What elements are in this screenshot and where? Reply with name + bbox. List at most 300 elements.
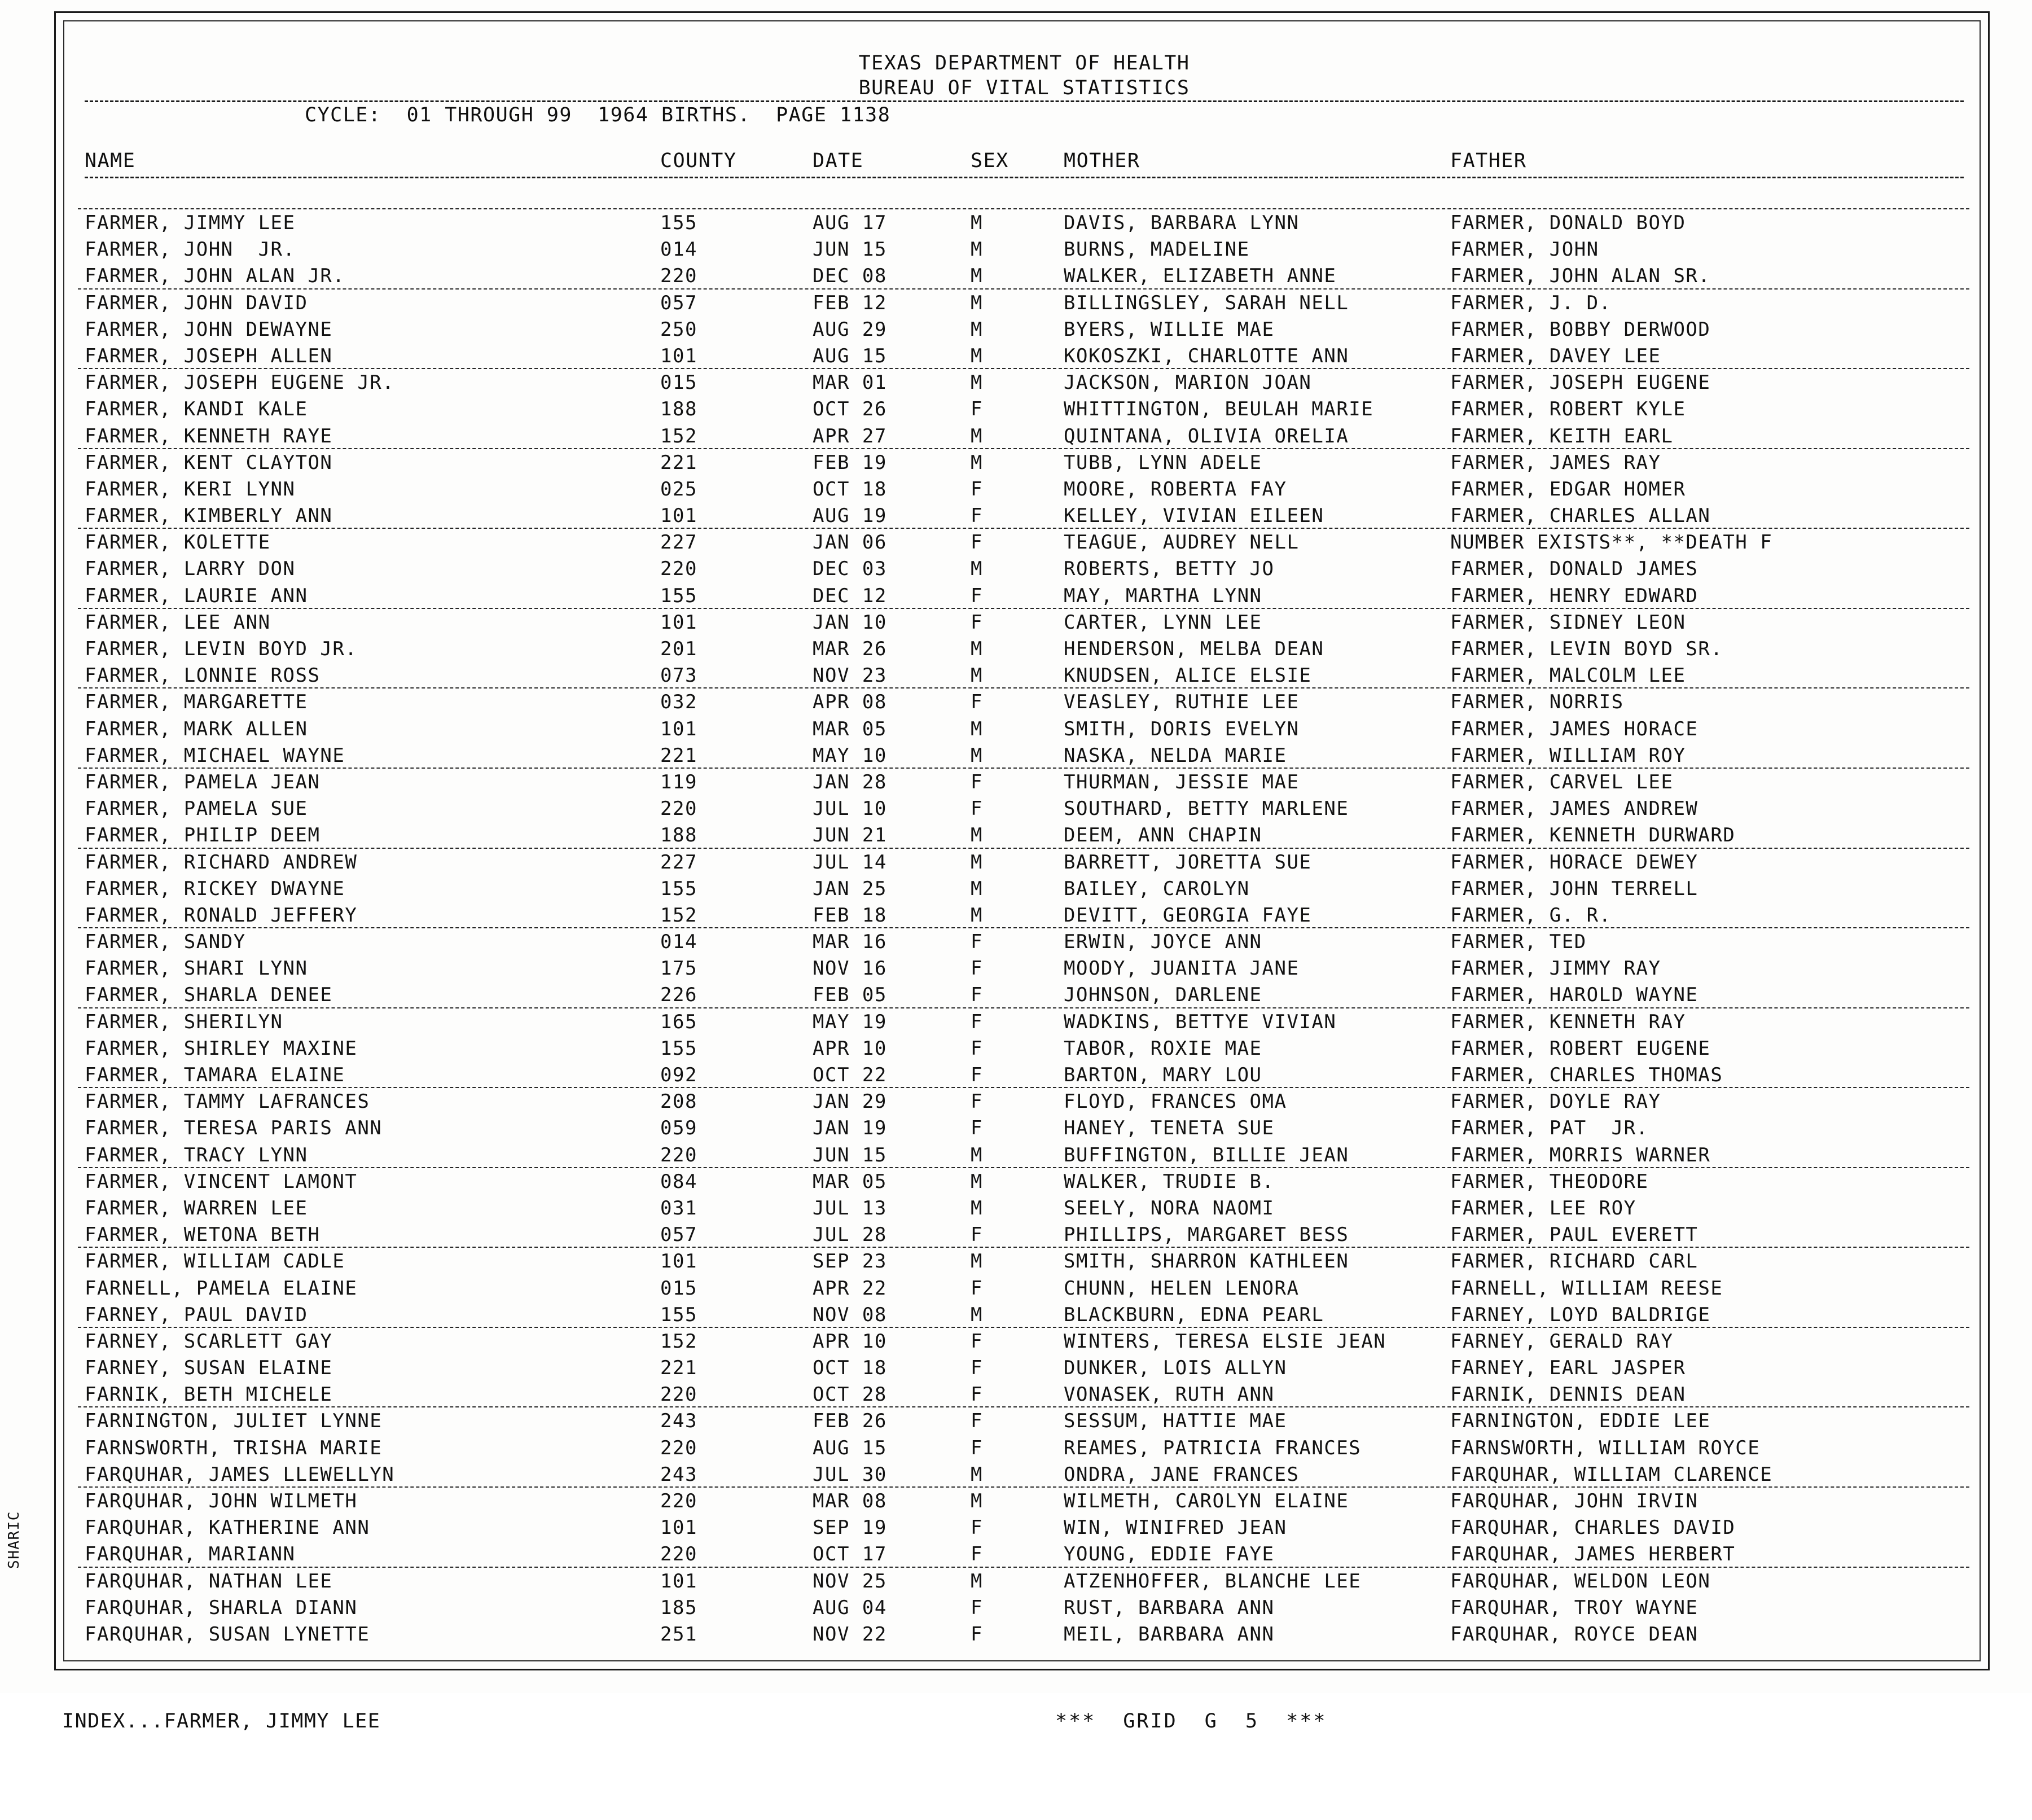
record-date: JUN 15 [813,238,887,261]
record-father: FARMER, JIMMY RAY [1450,957,1661,980]
table-row [85,1275,1964,1302]
column-header-date: DATE [813,150,864,172]
record-sex: F [971,1010,983,1033]
record-sex: F [971,477,983,501]
report-body [62,51,1964,1741]
agency-name-line: TEXAS DEPARTMENT OF HEALTH [858,52,1190,74]
record-date: AUG 19 [813,505,887,528]
record-date: JUL 13 [813,1196,887,1220]
record-name: FARNSWORTH, TRISHA MARIE [85,1436,383,1459]
record-name: FARQUHAR, JAMES LLEWELLYN [85,1463,395,1486]
column-header-sex: SEX [971,150,1009,172]
record-father: FARMER, PAT JR. [1450,1117,1649,1140]
record-mother: JACKSON, MARION JOAN [1064,371,1312,394]
record-father: FARMER, JAMES RAY [1450,451,1661,474]
table-row [85,822,1964,849]
record-name: FARMER, MICHAEL WAYNE [85,744,345,767]
record-name: FARMER, JOSEPH EUGENE JR. [85,371,395,394]
record-sex: F [971,984,983,1007]
record-date: NOV 23 [813,664,887,687]
record-name: FARMER, LAURIE ANN [85,584,308,607]
record-date: FEB 26 [813,1410,887,1433]
record-father: FARMER, DONALD BOYD [1450,212,1686,234]
record-county: 220 [660,1383,697,1406]
record-father: FARNEY, LOYD BALDRIGE [1450,1303,1711,1326]
record-name: FARMER, JOHN DAVID [85,291,308,314]
record-sex: F [971,1622,983,1646]
record-county: 220 [660,1143,697,1166]
record-father: FARMER, JAMES ANDREW [1450,797,1699,821]
table-row [85,1169,1964,1195]
record-county: 084 [660,1170,697,1193]
record-county: 188 [660,398,697,421]
record-date: JUL 30 [813,1463,887,1486]
record-mother: TEAGUE, AUDREY NELL [1064,531,1300,554]
record-county: 201 [660,638,697,660]
table-row [85,1568,1964,1595]
table-row [85,1062,1964,1089]
record-father: FARQUHAR, JAMES HERBERT [1450,1543,1736,1566]
record-county: 221 [660,451,697,474]
record-date: MAR 01 [813,371,887,394]
record-mother: BURNS, MADELINE [1064,238,1250,261]
record-name: FARMER, KANDI KALE [85,398,308,421]
table-row [85,929,1964,955]
record-mother: MOODY, JUANITA JANE [1064,957,1300,980]
record-county: 155 [660,877,697,900]
record-sex: M [971,291,983,314]
record-mother: DEEM, ANN CHAPIN [1064,824,1262,847]
header-rule-top [85,100,1964,102]
record-father: FARNSWORTH, WILLIAM ROYCE [1450,1436,1761,1459]
record-mother: DUNKER, LOIS ALLYN [1064,1357,1287,1380]
record-sex: M [971,265,983,288]
record-mother: THURMAN, JESSIE MAE [1064,770,1300,793]
record-father: FARMER, DAVEY LEE [1450,344,1661,367]
record-county: 243 [660,1410,697,1433]
record-name: FARMER, JOSEPH ALLEN [85,344,333,367]
record-mother: DAVIS, BARBARA LYNN [1064,212,1300,234]
record-sex: M [971,824,983,847]
record-county: 101 [660,717,697,740]
record-date: NOV 16 [813,957,887,980]
table-row [85,583,1964,609]
table-row [85,210,1964,236]
table-row [85,1195,1964,1222]
record-father: FARMER, JOHN ALAN SR. [1450,265,1711,288]
table-row [85,1355,1964,1382]
record-name: FARMER, RICHARD ANDREW [85,850,358,874]
record-county: 226 [660,984,697,1007]
record-father: FARMER, HAROLD WAYNE [1450,984,1699,1007]
record-sex: M [971,1170,983,1193]
record-date: APR 10 [813,1037,887,1060]
record-county: 152 [660,424,697,448]
record-sex: M [971,238,983,261]
record-mother: BILLINGSLEY, SARAH NELL [1064,291,1349,314]
record-date: OCT 18 [813,1357,887,1380]
record-county: 227 [660,531,697,554]
record-mother: CHUNN, HELEN LENORA [1064,1277,1300,1300]
record-father: FARMER, CHARLES THOMAS [1450,1064,1723,1086]
record-county: 015 [660,371,697,394]
record-county: 014 [660,931,697,954]
record-county: 220 [660,558,697,581]
record-county: 101 [660,505,697,528]
record-father: FARNIK, DENNIS DEAN [1450,1383,1686,1406]
record-county: 015 [660,1277,697,1300]
record-name: FARMER, JIMMY LEE [85,212,296,234]
table-row [85,1408,1964,1435]
record-father: FARMER, DOYLE RAY [1450,1090,1661,1113]
record-father: FARMER, BOBBY DERWOOD [1450,318,1711,341]
record-sex: F [971,531,983,554]
record-sex: F [971,611,983,634]
record-date: JAN 28 [813,770,887,793]
record-sex: F [971,1357,983,1380]
record-name: FARMER, SHARI LYNN [85,957,308,980]
record-mother: VONASEK, RUTH ANN [1064,1383,1275,1406]
table-row [85,982,1964,1008]
record-father: FARQUHAR, WELDON LEON [1450,1569,1711,1593]
table-row [85,796,1964,822]
birth-records-table [85,210,1964,1648]
record-county: 243 [660,1463,697,1486]
record-mother: NASKA, NELDA MARIE [1064,744,1287,767]
record-date: JUL 10 [813,797,887,821]
header-rule-bottom [85,177,1964,178]
bureau-name-line: BUREAU OF VITAL STATISTICS [858,77,1190,99]
record-father: FARMER, PAUL EVERETT [1450,1223,1699,1247]
record-mother: BLACKBURN, EDNA PEARL [1064,1303,1324,1326]
table-row [85,1435,1964,1462]
record-date: APR 10 [813,1330,887,1353]
record-mother: MAY, MARTHA LYNN [1064,584,1262,607]
record-name: FARMER, LEE ANN [85,611,271,634]
record-name: FARMER, RICKEY DWAYNE [85,877,345,900]
record-sex: F [971,931,983,954]
record-county: 155 [660,212,697,234]
record-mother: ERWIN, JOYCE ANN [1064,931,1262,954]
record-date: FEB 05 [813,984,887,1007]
record-sex: M [971,850,983,874]
record-sex: F [971,1516,983,1540]
record-date: FEB 12 [813,291,887,314]
record-date: OCT 22 [813,1064,887,1086]
record-name: FARMER, SHARLA DENEE [85,984,333,1007]
record-mother: REAMES, PATRICIA FRANCES [1064,1436,1362,1459]
record-sex: M [971,744,983,767]
record-name: FARMER, WETONA BETH [85,1223,321,1247]
record-county: 155 [660,1303,697,1326]
table-row [85,1009,1964,1036]
record-father: FARMER, RICHARD CARL [1450,1250,1699,1273]
record-name: FARMER, JOHN JR. [85,238,296,261]
record-mother: WHITTINGTON, BEULAH MARIE [1064,398,1374,421]
record-sex: F [971,1064,983,1086]
record-name: FARQUHAR, KATHERINE ANN [85,1516,370,1540]
table-row [85,1036,1964,1062]
record-name: FARMER, MARGARETTE [85,691,308,714]
record-sex: M [971,1490,983,1512]
record-name: FARMER, MARK ALLEN [85,717,308,740]
record-mother: WIN, WINIFRED JEAN [1064,1516,1287,1540]
column-header-father: FATHER [1450,150,1527,172]
record-date: OCT 26 [813,398,887,421]
record-county: 101 [660,1569,697,1593]
record-father: FARMER, JAMES HORACE [1450,717,1699,740]
footer-index: INDEX...FARMER, JIMMY LEE [62,1710,381,1733]
record-sex: M [971,371,983,394]
table-row [85,716,1964,743]
record-name: FARMER, LARRY DON [85,558,296,581]
record-father: FARNINGTON, EDDIE LEE [1450,1410,1711,1433]
table-row [85,769,1964,796]
record-father: FARMER, CHARLES ALLAN [1450,505,1711,528]
record-father: FARNEY, GERALD RAY [1450,1330,1674,1353]
record-father: FARMER, JOHN [1450,238,1599,261]
record-mother: MEIL, BARBARA ANN [1064,1622,1275,1646]
table-row [85,609,1964,636]
record-mother: ROBERTS, BETTY JO [1064,558,1275,581]
record-sex: M [971,1143,983,1166]
record-father: FARMER, KEITH EARL [1450,424,1674,448]
record-sex: F [971,1410,983,1433]
table-row [85,636,1964,663]
record-county: 119 [660,770,697,793]
record-father: FARMER, MORRIS WARNER [1450,1143,1711,1166]
record-sex: M [971,1196,983,1220]
record-name: FARMER, TRACY LYNN [85,1143,308,1166]
record-county: 057 [660,291,697,314]
table-row [85,955,1964,982]
record-name: FARMER, KOLETTE [85,531,271,554]
record-name: FARNINGTON, JULIET LYNNE [85,1410,383,1433]
record-name: FARNEY, SUSAN ELAINE [85,1357,333,1380]
record-date: APR 22 [813,1277,887,1300]
record-date: SEP 19 [813,1516,887,1540]
record-date: APR 08 [813,691,887,714]
column-header-county: COUNTY [660,150,737,172]
record-sex: F [971,691,983,714]
record-date: MAY 10 [813,744,887,767]
record-county: 185 [660,1596,697,1619]
record-father: FARMER, TED [1450,931,1587,954]
record-county: 101 [660,1250,697,1273]
table-row [85,1302,1964,1328]
record-county: 227 [660,850,697,874]
record-sex: F [971,505,983,528]
record-date: NOV 08 [813,1303,887,1326]
record-name: FARMER, PHILIP DEEM [85,824,321,847]
record-name: FARMER, KENNETH RAYE [85,424,333,448]
record-father: FARMER, J. D. [1450,291,1612,314]
record-mother: WALKER, TRUDIE B. [1064,1170,1275,1193]
record-mother: FLOYD, FRANCES OMA [1064,1090,1287,1113]
record-date: AUG 29 [813,318,887,341]
table-row [85,263,1964,290]
record-name: FARMER, TERESA PARIS ANN [85,1117,383,1140]
record-name: FARMER, JOHN ALAN JR. [85,265,345,288]
record-name: FARMER, KENT CLAYTON [85,451,333,474]
record-father: FARMER, CARVEL LEE [1450,770,1674,793]
record-name: FARMER, SHERILYN [85,1010,283,1033]
record-county: 014 [660,238,697,261]
record-sex: F [971,1090,983,1113]
record-county: 220 [660,1543,697,1566]
record-sex: M [971,344,983,367]
record-sex: F [971,398,983,421]
table-row [85,423,1964,450]
record-mother: ONDRA, JANE FRANCES [1064,1463,1300,1486]
record-sex: F [971,1596,983,1619]
record-date: MAR 16 [813,931,887,954]
record-date: OCT 17 [813,1543,887,1566]
record-name: FARQUHAR, JOHN WILMETH [85,1490,358,1512]
record-mother: TUBB, LYNN ADELE [1064,451,1262,474]
record-mother: SMITH, DORIS EVELYN [1064,717,1300,740]
record-date: AUG 15 [813,1436,887,1459]
record-mother: VEASLEY, RUTHIE LEE [1064,691,1300,714]
record-father: FARMER, WILLIAM ROY [1450,744,1686,767]
table-row [85,529,1964,556]
record-mother: CARTER, LYNN LEE [1064,611,1262,634]
record-mother: QUINTANA, OLIVIA ORELIA [1064,424,1349,448]
record-date: AUG 04 [813,1596,887,1619]
record-date: SEP 23 [813,1250,887,1273]
record-mother: BAILEY, CAROLYN [1064,877,1250,900]
record-county: 092 [660,1064,697,1086]
record-sex: F [971,1037,983,1060]
table-row [85,1222,1964,1248]
record-name: FARQUHAR, SHARLA DIANN [85,1596,358,1619]
record-sex: M [971,717,983,740]
record-name: FARMER, SANDY [85,931,246,954]
record-county: 165 [660,1010,697,1033]
record-mother: PHILLIPS, MARGARET BESS [1064,1223,1349,1247]
record-name: FARMER, PAMELA JEAN [85,770,321,793]
record-mother: SMITH, SHARRON KATHLEEN [1064,1250,1349,1273]
record-name: FARMER, TAMARA ELAINE [85,1064,345,1086]
record-mother: HANEY, TENETA SUE [1064,1117,1275,1140]
record-name: FARQUHAR, SUSAN LYNETTE [85,1622,370,1646]
record-mother: WADKINS, BETTYE VIVIAN [1064,1010,1337,1033]
record-county: 152 [660,1330,697,1353]
record-sex: F [971,1330,983,1353]
record-sex: M [971,212,983,234]
table-row [85,1382,1964,1408]
record-mother: WALKER, ELIZABETH ANNE [1064,265,1337,288]
table-row [85,1115,1964,1142]
table-row [85,317,1964,343]
record-mother: BYERS, WILLIE MAE [1064,318,1275,341]
record-mother: KOKOSZKI, CHARLOTTE ANN [1064,344,1349,367]
table-row [85,1328,1964,1355]
record-date: MAR 26 [813,638,887,660]
record-county: 155 [660,1037,697,1060]
record-county: 251 [660,1622,697,1646]
record-sex: F [971,1383,983,1406]
record-father: FARMER, ROBERT KYLE [1450,398,1686,421]
record-date: JAN 29 [813,1090,887,1113]
record-father: FARQUHAR, ROYCE DEAN [1450,1622,1699,1646]
column-headers [85,147,1964,177]
record-name: FARNEY, SCARLETT GAY [85,1330,333,1353]
record-mother: HENDERSON, MELBA DEAN [1064,638,1324,660]
table-row [85,450,1964,476]
record-date: MAY 19 [813,1010,887,1033]
table-row [85,343,1964,370]
record-mother: YOUNG, EDDIE FAYE [1064,1543,1275,1566]
record-sex: F [971,1117,983,1140]
record-father: FARMER, LEE ROY [1450,1196,1636,1220]
record-father: FARMER, JOSEPH EUGENE [1450,371,1711,394]
record-date: APR 27 [813,424,887,448]
record-father: FARMER, MALCOLM LEE [1450,664,1686,687]
record-father: FARMER, HENRY EDWARD [1450,584,1699,607]
record-mother: BARRETT, JORETTA SUE [1064,850,1312,874]
record-name: FARMER, PAMELA SUE [85,797,308,821]
record-date: AUG 15 [813,344,887,367]
record-date: JUN 21 [813,824,887,847]
cycle-page-line: CYCLE: 01 THROUGH 99 1964 BIRTHS. PAGE 1138 [305,104,891,126]
record-sex: M [971,1303,983,1326]
record-mother: MOORE, ROBERTA FAY [1064,477,1287,501]
record-county: 101 [660,1516,697,1540]
record-mother: WILMETH, CAROLYN ELAINE [1064,1490,1349,1512]
record-father: FARMER, DONALD JAMES [1450,558,1699,581]
record-county: 220 [660,797,697,821]
record-county: 025 [660,477,697,501]
record-mother: WINTERS, TERESA ELSIE JEAN [1064,1330,1386,1353]
record-county: 073 [660,664,697,687]
table-row [85,1248,1964,1275]
record-county: 221 [660,1357,697,1380]
record-father: FARQUHAR, WILLIAM CLARENCE [1450,1463,1773,1486]
record-sex: M [971,904,983,927]
table-row [85,503,1964,529]
record-sex: M [971,1569,983,1593]
record-date: JAN 25 [813,877,887,900]
record-mother: RUST, BARBARA ANN [1064,1596,1275,1619]
table-row [85,1621,1964,1648]
record-date: NOV 25 [813,1569,887,1593]
record-date: MAR 05 [813,717,887,740]
record-father: FARMER, ROBERT EUGENE [1450,1037,1711,1060]
record-father: FARQUHAR, TROY WAYNE [1450,1596,1699,1619]
record-father: FARMER, G. R. [1450,904,1612,927]
record-sex: M [971,664,983,687]
table-row [85,849,1964,876]
record-mother: TABOR, ROXIE MAE [1064,1037,1262,1060]
table-row [85,902,1964,929]
record-mother: SOUTHARD, BETTY MARLENE [1064,797,1349,821]
film-edge-label: SHARIC [6,1511,23,1569]
record-county: 250 [660,318,697,341]
record-name: FARNEY, PAUL DAVID [85,1303,308,1326]
record-sex: M [971,318,983,341]
record-father: FARMER, KENNETH RAY [1450,1010,1686,1033]
record-mother: BARTON, MARY LOU [1064,1064,1262,1086]
record-date: DEC 03 [813,558,887,581]
record-father: FARMER, THEODORE [1450,1170,1649,1193]
table-row [85,1595,1964,1621]
record-father: FARMER, LEVIN BOYD SR. [1450,638,1723,660]
record-name: FARMER, LONNIE ROSS [85,664,321,687]
table-row [85,876,1964,902]
record-mother: ATZENHOFFER, BLANCHE LEE [1064,1569,1362,1593]
record-name: FARNIK, BETH MICHELE [85,1383,333,1406]
